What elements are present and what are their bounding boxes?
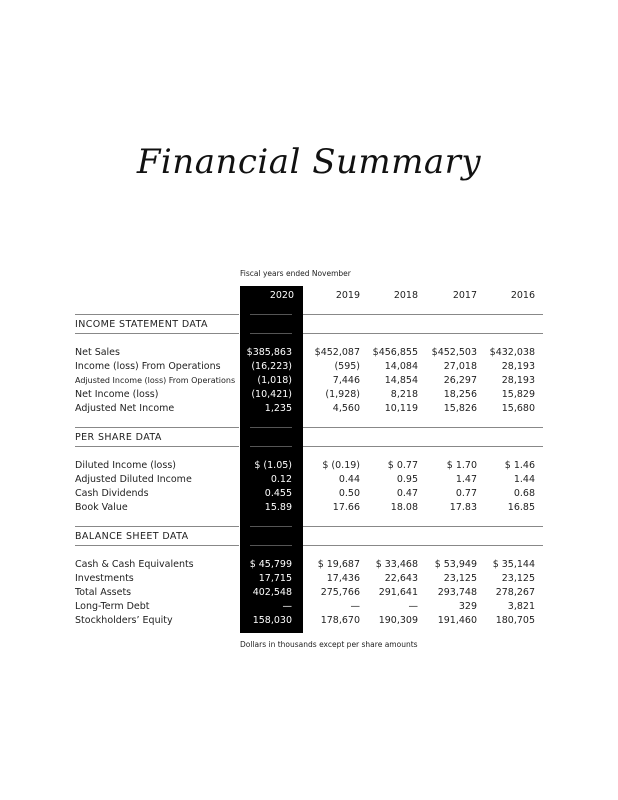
cell-value: 4,560: [332, 403, 360, 414]
cell-value: 190,309: [378, 615, 418, 626]
section-rule: [75, 526, 239, 527]
cell-value: 0.68: [513, 488, 535, 499]
section-rule: [250, 333, 292, 334]
cell-value: 3,821: [507, 601, 535, 612]
section-rule: [75, 427, 239, 428]
row-label: Diluted Income (loss): [75, 460, 176, 471]
section-heading: PER SHARE DATA: [75, 432, 162, 443]
section-rule: [250, 446, 292, 447]
cell-value: 22,643: [384, 573, 418, 584]
year-header: 2019: [335, 290, 360, 301]
section-rule: [250, 314, 292, 315]
year-header: 2020: [269, 290, 294, 301]
cell-value: $ 53,949: [434, 559, 477, 570]
cell-value: $452,503: [431, 347, 477, 358]
cell-value: 15,680: [501, 403, 535, 414]
cell-value: 0.44: [338, 474, 360, 485]
section-rule: [303, 526, 543, 527]
cell-value: 0.50: [338, 488, 360, 499]
row-label: Long-Term Debt: [75, 601, 150, 612]
section-rule: [75, 446, 239, 447]
cell-value: 0.455: [264, 488, 292, 499]
cell-value: —: [350, 601, 360, 612]
cell-value: 17,715: [258, 573, 292, 584]
cell-value: 293,748: [437, 587, 477, 598]
row-label: Investments: [75, 573, 134, 584]
cell-value: (1,018): [257, 375, 292, 386]
cell-value: 402,548: [252, 587, 292, 598]
cell-value: $ 1.70: [446, 460, 477, 471]
cell-value: 8,218: [390, 389, 418, 400]
cell-value: (595): [334, 361, 360, 372]
cell-value: 28,193: [501, 375, 535, 386]
cell-value: $452,087: [314, 347, 360, 358]
cell-value: $ 45,799: [249, 559, 292, 570]
row-label: Adjusted Income (loss) From Operations: [75, 376, 236, 385]
cell-value: —: [408, 601, 418, 612]
section-rule: [303, 314, 543, 315]
cell-value: 17.83: [449, 502, 477, 513]
row-label: Income (loss) From Operations: [75, 361, 221, 372]
row-label: Total Assets: [75, 587, 132, 598]
cell-value: 14,084: [384, 361, 418, 372]
cell-value: 7,446: [332, 375, 360, 386]
cell-value: 278,267: [495, 587, 535, 598]
cell-value: 0.95: [396, 474, 418, 485]
section-rule: [250, 526, 292, 527]
cell-value: 18,256: [443, 389, 477, 400]
cell-value: 26,297: [443, 375, 477, 386]
cell-value: 15.89: [264, 502, 292, 513]
cell-value: 329: [458, 601, 477, 612]
year-header: 2017: [452, 290, 477, 301]
section-rule: [303, 333, 543, 334]
cell-value: $ 1.46: [504, 460, 535, 471]
section-rule: [75, 333, 239, 334]
section-rule: [303, 427, 543, 428]
cell-value: $ (1.05): [254, 460, 292, 471]
cell-value: $432,038: [489, 347, 535, 358]
cell-value: 1,235: [264, 403, 292, 414]
cell-value: $ 35,144: [492, 559, 535, 570]
cell-value: 23,125: [443, 573, 477, 584]
cell-value: 0.77: [455, 488, 477, 499]
cell-value: 27,018: [443, 361, 477, 372]
cell-value: —: [282, 601, 292, 612]
cell-value: 28,193: [501, 361, 535, 372]
cell-value: $ 33,468: [375, 559, 418, 570]
cell-value: (1,928): [325, 389, 360, 400]
cell-value: (10,421): [251, 389, 292, 400]
footnote: Dollars in thousands except per share amounts: [240, 640, 418, 649]
year-header: 2016: [510, 290, 535, 301]
cell-value: 17.66: [332, 502, 360, 513]
cell-value: 14,854: [384, 375, 418, 386]
section-rule: [303, 446, 543, 447]
section-rule: [303, 545, 543, 546]
cell-value: $ (0.19): [322, 460, 360, 471]
cell-value: (16,223): [251, 361, 292, 372]
cell-value: $385,863: [246, 347, 292, 358]
section-rule: [250, 545, 292, 546]
cell-value: 275,766: [320, 587, 360, 598]
section-rule: [75, 314, 239, 315]
cell-value: 23,125: [501, 573, 535, 584]
cell-value: 17,436: [326, 573, 360, 584]
cell-value: 178,670: [320, 615, 360, 626]
cell-value: 0.47: [396, 488, 418, 499]
row-label: Adjusted Diluted Income: [75, 474, 192, 485]
section-heading: INCOME STATEMENT DATA: [75, 319, 208, 330]
section-heading: BALANCE SHEET DATA: [75, 531, 189, 542]
page-title: Financial Summary: [136, 142, 482, 182]
cell-value: 1.47: [455, 474, 477, 485]
cell-value: $456,855: [372, 347, 418, 358]
cell-value: 1.44: [513, 474, 535, 485]
section-rule: [75, 545, 239, 546]
cell-value: 0.12: [270, 474, 292, 485]
row-label: Adjusted Net Income: [75, 403, 175, 414]
cell-value: 291,641: [378, 587, 418, 598]
section-rule: [250, 427, 292, 428]
cell-value: 10,119: [384, 403, 418, 414]
cell-value: 15,829: [501, 389, 535, 400]
row-label: Cash Dividends: [75, 488, 149, 499]
cell-value: $ 0.77: [387, 460, 418, 471]
cell-value: $ 19,687: [317, 559, 360, 570]
fiscal-year-label: Fiscal years ended November: [240, 269, 351, 278]
year-header: 2018: [393, 290, 418, 301]
cell-value: 18.08: [390, 502, 418, 513]
row-label: Net Income (loss): [75, 389, 159, 400]
row-label: Book Value: [75, 502, 128, 513]
row-label: Net Sales: [75, 347, 120, 358]
row-label: Stockholders’ Equity: [75, 615, 173, 626]
cell-value: 15,826: [443, 403, 477, 414]
cell-value: 16.85: [507, 502, 535, 513]
cell-value: 180,705: [495, 615, 535, 626]
row-label: Cash & Cash Equivalents: [75, 559, 194, 570]
cell-value: 191,460: [437, 615, 477, 626]
cell-value: 158,030: [252, 615, 292, 626]
